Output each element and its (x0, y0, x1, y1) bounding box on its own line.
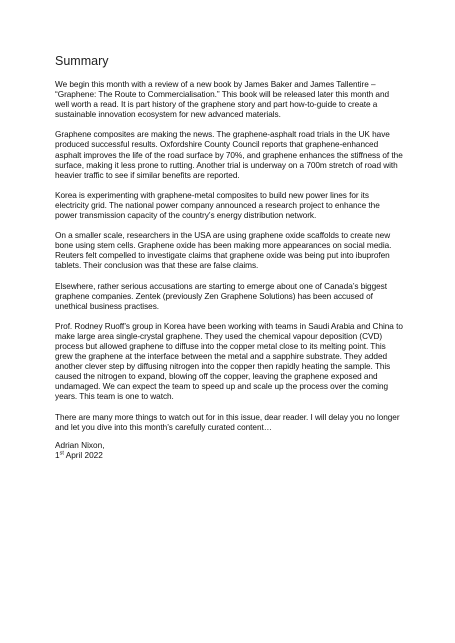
signature-date-rest: April 2022 (63, 451, 103, 461)
paragraph-graphene-composites: Graphene composites are making the news. The graphene-asphalt road trials in the UK have produced successful results. Oxfordshire County Council reports that graphene-enhanced asphalt improves the life of the road surface by 70%, and graphene enhances the stiffness of the surface, making it less prone to rutting. Another trial is underway on a 700m stretch of road with heavier traffic to see if similar benefits are reported. (55, 130, 403, 180)
paragraph-ruoff-group: Prof. Rodney Ruoff’s group in Korea have been working with teams in Saudi Arabia and China to make large area single-crystal graphene. They used the chemical vapour deposition (CVD) process but allowed graphene to diffuse into the copper metal close to its melting point. This grew the graphene at the interface between the metal and a sapphire substrate. They added another clever step by diffusing nitrogen into the copper then rapidly heating the sample. This caused the nitrogen to expand, blowing off the copper, leaving the graphene exposed and undamaged. We can expect the team to speed up and scale up the process over the coming years. This team is one to watch. (55, 321, 403, 402)
signature-date (55, 451, 403, 462)
signature-date-day: 1 (55, 451, 60, 461)
paragraph-korea-power-lines: Korea is experimenting with graphene-metal composites to build new power lines for its electricity grid. The national power company announced a research project to enhance the power transmission capacity of the country’s energy distribution network. (55, 190, 380, 221)
paragraph-book-review: We begin this month with a review of a new book by James Baker and James Tallentire – “Graphene: The Route to Commercialisation.” This book will be released later this month and well worth a read. It is part history of the graphene story and part how-to-guide to create a sustainable innovation ecosystem for new advanced materials. (55, 80, 390, 120)
page-title: Summary (55, 54, 109, 68)
paragraph-zentek-accusations: Elsewhere, rather serious accusations are starting to emerge about one of Canada’s biggest graphene companies. Zentek (previously Zen Graphene Solutions) has been accused of unethical business practises. (55, 281, 387, 311)
signature-date-suffix: st (59, 450, 64, 457)
paragraph-usa-bone-scaffolds: On a smaller scale, researchers in the USA are using graphene oxide scaffolds to create new bone using stem cells. Graphene oxide has been making more appearances on social media. Reuters felt compelled to investigate claims that graphene oxide was being put into ibuprofen tablets. Their conclusion was that these are false claims. (55, 231, 392, 271)
paragraph-closing: There are many more things to watch out for in this issue, dear reader. I will delay you no longer and let you dive into this month’s carefully curated content… (55, 412, 400, 432)
signature-name: Adrian Nixon, (55, 440, 105, 450)
